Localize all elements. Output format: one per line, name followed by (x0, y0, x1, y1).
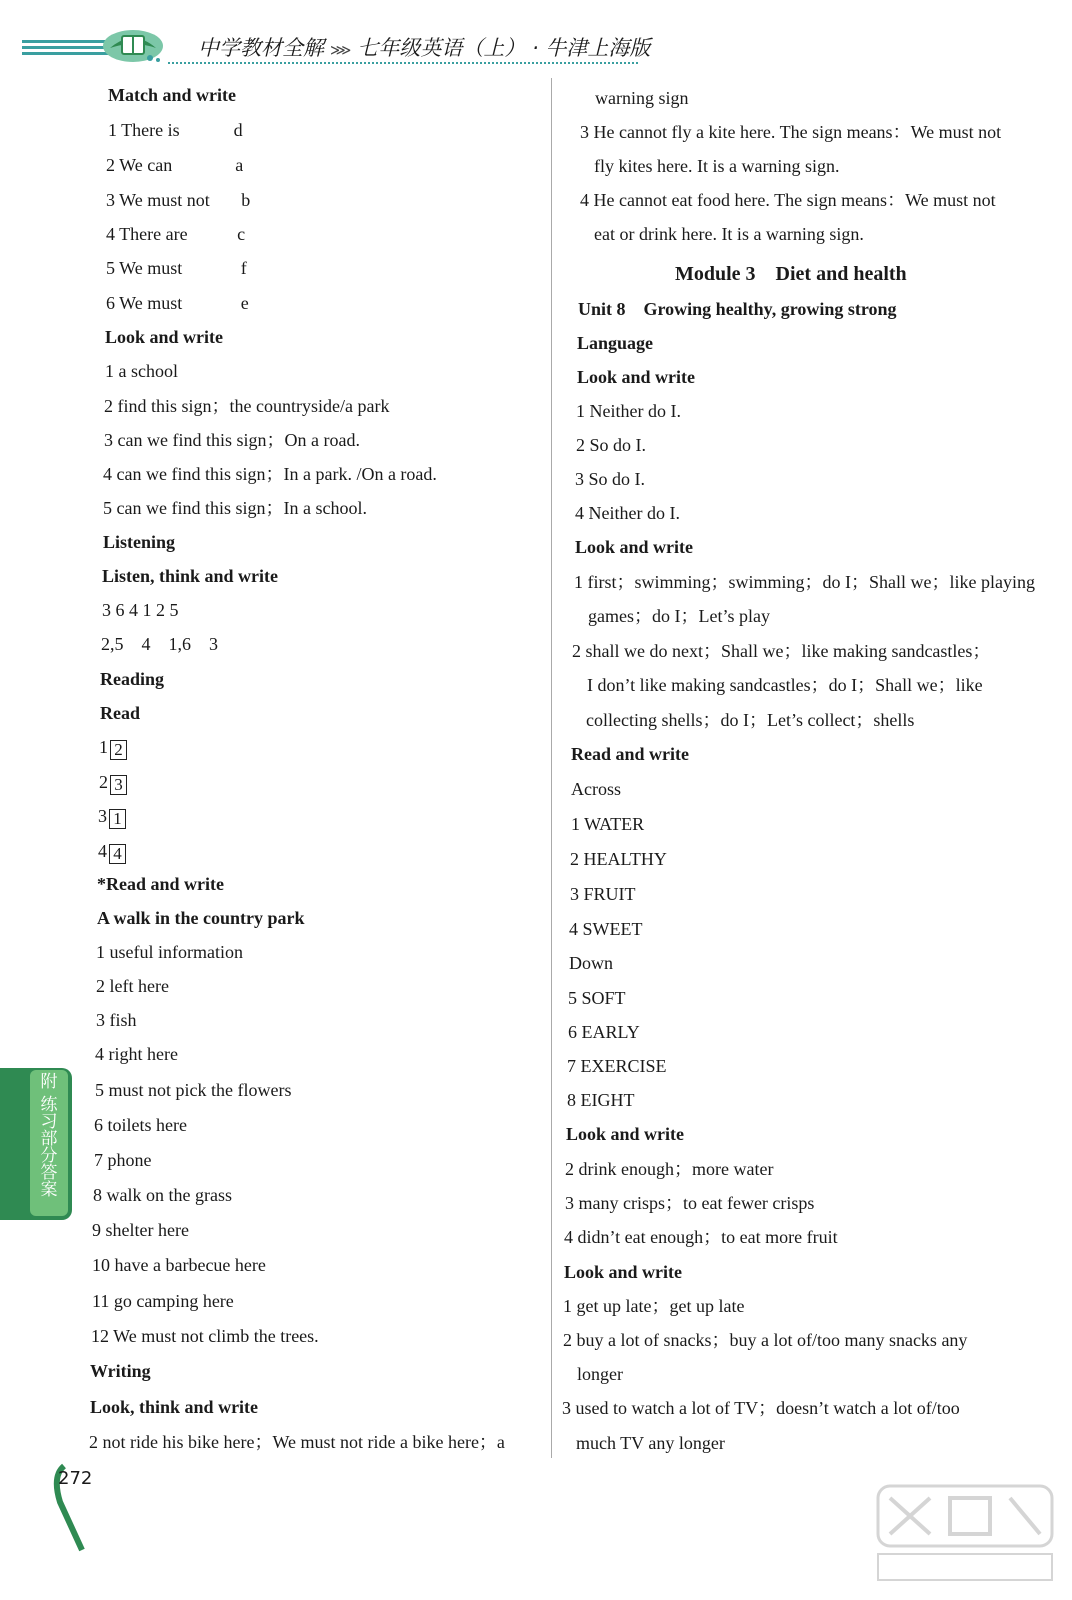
right-answer-line (569, 952, 613, 974)
left-answer-line (92, 1290, 234, 1312)
right-line-text: Down (569, 953, 613, 973)
right-line-text: 3 used to watch a lot of TV；doesn’t watch a lot of/too (562, 1398, 960, 1418)
header-separator-icon: ⋙ (330, 41, 352, 59)
left-line-text: 2 We can a (106, 155, 244, 175)
side-tab-char: 答 (40, 1163, 58, 1183)
right-heading (577, 366, 695, 388)
left-answer-line (104, 395, 389, 417)
left-line-text: 1 a school (105, 361, 178, 381)
right-line-text: 8 EIGHT (567, 1090, 635, 1110)
left-line-text: Reading (100, 669, 165, 689)
right-answer-line (576, 1432, 725, 1454)
right-line-text: Look and write (566, 1124, 685, 1144)
right-answer-line (580, 189, 996, 211)
left-line-text: 2 find this sign；the countryside/a park (104, 396, 390, 416)
right-line-text: 1 get up late；get up late (563, 1296, 745, 1316)
left-line-text: Writing (90, 1361, 151, 1381)
left-answer-line (98, 840, 126, 864)
left-answer-line (92, 1219, 189, 1241)
left-heading (103, 531, 175, 553)
left-answer-line (96, 1009, 137, 1031)
right-answer-line (565, 1158, 773, 1180)
right-answer-line (594, 223, 864, 245)
left-line-text: Look and write (105, 327, 224, 347)
left-line-text: 6 toilets here (94, 1115, 187, 1135)
right-answer-line (567, 1089, 634, 1111)
right-line-text: 1 Neither do I. (576, 401, 681, 421)
left-heading (100, 668, 164, 690)
right-line-text: 2 HEALTHY (570, 849, 667, 869)
left-line-text: Listening (103, 532, 176, 552)
left-answer-line (106, 292, 249, 314)
left-answer-line (95, 1079, 291, 1101)
header-title (198, 32, 650, 62)
left-line-text: Match and write (108, 85, 236, 105)
left-line-text: 3 6 4 1 2 5 (102, 600, 179, 620)
left-answer-line (106, 223, 245, 245)
right-answer-line (565, 1192, 814, 1214)
left-answer-line (95, 1043, 178, 1065)
left-answer-line (102, 599, 179, 621)
right-answer-line (576, 434, 646, 456)
side-tab-char: 部 (40, 1129, 58, 1149)
right-line-text: Across (571, 779, 621, 799)
right-answer-line (567, 1055, 667, 1077)
right-line-text: Module 3 Diet and health (675, 263, 907, 285)
right-answer-line (575, 502, 680, 524)
header-dotted-rule (168, 62, 638, 64)
right-answer-line (575, 468, 645, 490)
left-line-text: 3 (98, 806, 107, 826)
left-line-text: 7 phone (94, 1150, 152, 1170)
book-logo-icon (100, 22, 166, 66)
right-line-text: Look and write (575, 537, 694, 557)
header-dot: · (525, 36, 546, 60)
left-answer-line (106, 257, 247, 279)
right-line-text: I don’t like making sandcastles；do I；Shall we；like (587, 675, 983, 695)
right-answer-line (574, 571, 1035, 593)
right-line-text: 7 EXERCISE (567, 1056, 667, 1076)
left-line-text: Look, think and write (90, 1397, 259, 1417)
page-header (0, 0, 1072, 80)
left-answer-line (99, 771, 127, 795)
left-line-text: 5 must not pick the flowers (95, 1080, 292, 1100)
right-line-text: 2 buy a lot of snacks；buy a lot of/too many snacks any (563, 1330, 968, 1350)
right-answer-line (588, 605, 770, 627)
left-line-text: 1 There is d (108, 120, 243, 140)
left-heading (108, 84, 236, 106)
side-tab-char: 分 (40, 1146, 58, 1166)
left-answer-line (106, 154, 243, 176)
right-line-text: 4 He cannot eat food here. The sign means：We must not (580, 190, 996, 210)
left-heading (90, 1396, 258, 1418)
left-answer-line (103, 497, 367, 519)
left-answer-line (94, 1114, 187, 1136)
left-line-text: 3 fish (96, 1010, 137, 1030)
left-answer-line (98, 805, 126, 829)
left-line-text: 6 We must e (106, 293, 249, 313)
column-divider (551, 78, 552, 1458)
left-line-text: 11 go camping here (92, 1291, 234, 1311)
right-heading (571, 743, 689, 765)
right-answer-line (570, 848, 667, 870)
left-answer-line (105, 360, 178, 382)
side-tab-label (30, 1070, 68, 1216)
right-line-text: 4 didn’t eat enough；to eat more fruit (564, 1227, 838, 1247)
left-answer-line (101, 633, 218, 655)
left-heading (97, 873, 224, 895)
right-line-text: 1 first；swimming；swimming；do I；Shall we；like playing (574, 572, 1035, 592)
right-line-text: 4 SWEET (569, 919, 643, 939)
right-line-text: longer (577, 1364, 623, 1384)
right-line-text: 1 WATER (571, 814, 645, 834)
left-answer-line (91, 1325, 319, 1347)
right-answer-line (568, 987, 626, 1009)
left-heading (97, 907, 305, 929)
right-answer-line (571, 813, 644, 835)
left-line-text: 2 left here (96, 976, 169, 996)
right-line-text: 3 He cannot fly a kite here. The sign means：We must not (580, 122, 1002, 142)
left-line-text: 5 We must f (106, 258, 247, 278)
side-tab-char: 习 (40, 1112, 58, 1132)
left-line-text: A walk in the country park (97, 908, 305, 928)
left-line-text: Read (100, 703, 140, 723)
left-line-text: 3 We must not b (106, 190, 251, 210)
right-answer-line (580, 121, 1001, 143)
right-line-text: 2 shall we do next；Shall we；like making sandcastles； (572, 641, 991, 661)
boxed-answer: 3 (110, 775, 127, 795)
right-line-text: 3 many crisps；to eat fewer crisps (565, 1193, 815, 1213)
right-line-text: Look and write (577, 367, 696, 387)
right-line-text: games；do I；Let’s play (588, 606, 770, 626)
right-heading (578, 298, 897, 320)
right-heading (675, 263, 907, 285)
left-heading (100, 702, 140, 724)
right-answer-line (569, 918, 643, 940)
left-line-text: 4 There are c (106, 224, 246, 244)
right-heading (566, 1123, 684, 1145)
right-line-text: much TV any longer (576, 1433, 725, 1453)
right-answer-line (568, 1021, 640, 1043)
right-line-text: collecting shells；do I；Let’s collect；shells (586, 710, 915, 730)
left-line-text: 2 not ride his bike here；We must not ride a bike here；a (89, 1432, 505, 1452)
left-answer-line (108, 119, 243, 141)
left-line-text: 4 (98, 841, 107, 861)
left-heading (105, 326, 223, 348)
left-answer-line (103, 463, 437, 485)
right-answer-line (594, 155, 839, 177)
right-line-text: Look and write (564, 1262, 683, 1282)
right-heading (577, 332, 653, 354)
page-number: 272 (58, 1468, 93, 1489)
right-answer-line (587, 674, 983, 696)
left-answer-line (93, 1184, 232, 1206)
right-line-text: Read and write (571, 744, 689, 764)
right-line-text: 5 SOFT (568, 988, 626, 1008)
right-line-text: warning sign (595, 88, 689, 108)
book-subtitle: 七年级英语（上） (357, 36, 526, 60)
left-line-text: 5 can we find this sign；In a school. (103, 498, 367, 518)
left-line-text: 9 shelter here (92, 1220, 189, 1240)
left-line-text: 12 We must not climb the trees. (91, 1326, 319, 1346)
left-answer-line (106, 189, 250, 211)
boxed-answer: 2 (110, 740, 127, 760)
right-answer-line (562, 1397, 960, 1419)
right-line-text: Language (577, 333, 654, 353)
right-answer-line (572, 640, 990, 662)
side-tab-char: 附 (40, 1072, 58, 1092)
left-answer-line (94, 1149, 152, 1171)
left-line-text: 2,5 4 1,6 3 (101, 634, 218, 654)
right-line-text: 3 So do I. (575, 469, 646, 489)
right-answer-line (586, 709, 914, 731)
right-answer-line (571, 778, 621, 800)
left-answer-line (99, 736, 127, 760)
right-line-text: 4 Neither do I. (575, 503, 680, 523)
right-line-text: 2 drink enough；more water (565, 1159, 774, 1179)
left-answer-line (96, 975, 169, 997)
right-line-text: fly kites here. It is a warning sign. (594, 156, 840, 176)
right-answer-line (595, 87, 689, 109)
left-answer-line (96, 941, 243, 963)
left-heading (102, 565, 278, 587)
right-answer-line (570, 883, 636, 905)
left-heading (90, 1360, 151, 1382)
side-tab (0, 1068, 72, 1220)
left-answer-line (89, 1431, 505, 1453)
left-line-text: 10 have a barbecue here (92, 1255, 266, 1275)
left-line-text: 4 can we find this sign；In a park. /On a road. (103, 464, 437, 484)
left-line-text: 1 useful information (96, 942, 243, 962)
right-answer-line (563, 1295, 744, 1317)
left-line-text: *Read and write (97, 874, 224, 894)
book-edition: 牛津上海版 (545, 36, 651, 60)
right-answer-line (563, 1329, 967, 1351)
right-answer-line (564, 1226, 838, 1248)
right-answer-line (577, 1363, 623, 1385)
left-line-text: 3 can we find this sign；On a road. (104, 430, 360, 450)
side-tab-char: 案 (40, 1180, 58, 1200)
left-line-text: Listen, think and write (102, 566, 279, 586)
left-line-text: 4 right here (95, 1044, 178, 1064)
right-line-text: Unit 8 Growing healthy, growing strong (578, 299, 897, 319)
left-line-text: 8 walk on the grass (93, 1185, 232, 1205)
right-answer-line (576, 400, 681, 422)
right-heading (575, 536, 693, 558)
left-answer-line (104, 429, 360, 451)
right-heading (564, 1261, 682, 1283)
watermark-logo-icon (870, 1478, 1060, 1588)
right-line-text: 6 EARLY (568, 1022, 640, 1042)
left-line-text: 1 (99, 737, 108, 757)
boxed-answer: 4 (109, 844, 126, 864)
boxed-answer: 1 (109, 809, 126, 829)
side-tab-char: 练 (40, 1095, 58, 1115)
right-line-text: 2 So do I. (576, 435, 647, 455)
right-line-text: eat or drink here. It is a warning sign. (594, 224, 864, 244)
book-title: 中学教材全解 (198, 36, 324, 60)
right-line-text: 3 FRUIT (570, 884, 636, 904)
left-answer-line (92, 1254, 266, 1276)
left-line-text: 2 (99, 772, 108, 792)
